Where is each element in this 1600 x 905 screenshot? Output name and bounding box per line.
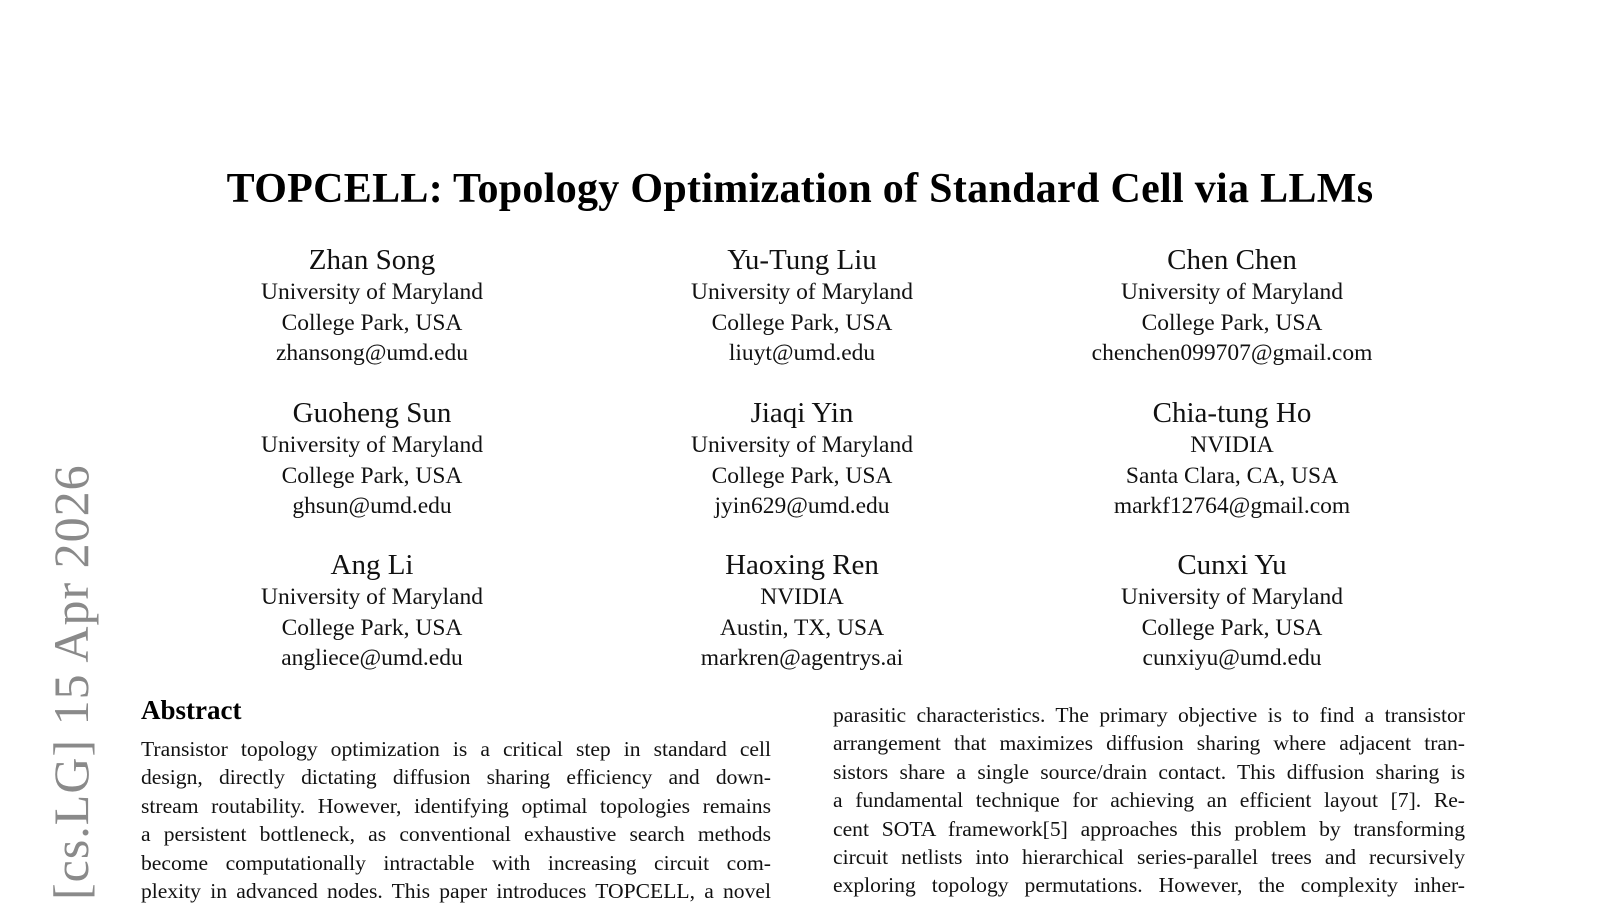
author-location: College Park, USA <box>711 309 893 336</box>
author-email: cunxiyu@umd.edu <box>1142 645 1322 671</box>
author-name: Haoxing Ren <box>725 549 879 581</box>
abstract-line: Transistor topology optimization is a critical step in standard cell <box>141 737 771 761</box>
abstract-line: stream routability. However, identifying optimal topologies remains <box>141 793 771 818</box>
author-block <box>1022 396 1442 522</box>
author-affiliation: University of Maryland <box>261 279 483 305</box>
author-email: zhansong@umd.edu <box>276 340 468 366</box>
author-location: College Park, USA <box>711 462 893 489</box>
author-affiliation: University of Maryland <box>261 584 483 610</box>
body-line: sistors share a single source/drain contact. This diffusion sharing is <box>833 759 1465 784</box>
author-location: College Park, USA <box>1141 614 1323 641</box>
author-name: Chia-tung Ho <box>1152 397 1312 429</box>
abstract-line: design, directly dictating diffusion sharing efficiency and down- <box>141 765 771 790</box>
paper-title: TOPCELL: Topology Optimization of Standard Cell via LLMs <box>226 166 1374 212</box>
author-block <box>1022 243 1442 369</box>
author-affiliation: University of Maryland <box>1121 584 1343 610</box>
author-location: College Park, USA <box>281 309 463 336</box>
author-name: Jiaqi Yin <box>750 397 854 429</box>
author-name: Ang Li <box>330 549 414 581</box>
author-affiliation: University of Maryland <box>1121 279 1343 305</box>
author-location: College Park, USA <box>281 462 463 489</box>
body-line: arrangement that maximizes diffusion sharing where adjacent tran- <box>833 731 1465 756</box>
author-location: Austin, TX, USA <box>719 614 885 641</box>
author-email: liuyt@umd.edu <box>728 340 876 366</box>
author-name: Yu-Tung Liu <box>727 244 877 276</box>
author-email: markren@agentrys.ai <box>700 645 904 671</box>
body-line: circuit netlists into hierarchical series-parallel trees and recursively <box>833 844 1465 869</box>
author-location: College Park, USA <box>281 614 463 641</box>
author-block <box>162 243 582 369</box>
author-affiliation: University of Maryland <box>691 279 913 305</box>
arxiv-stamp: [cs.LG] 15 Apr 2026 <box>43 464 99 900</box>
author-email: angliece@umd.edu <box>281 645 463 671</box>
author-name: Zhan Song <box>308 244 436 276</box>
abstract-line: plexity in advanced nodes. This paper introduces TOPCELL, a novel <box>141 878 771 903</box>
author-block <box>592 243 1012 369</box>
author-email: jyin629@umd.edu <box>714 493 890 519</box>
author-affiliation: NVIDIA <box>1190 432 1274 458</box>
abstract-text <box>141 735 771 905</box>
author-name: Guoheng Sun <box>292 397 452 429</box>
author-block <box>1022 548 1442 674</box>
author-email: chenchen099707@gmail.com <box>1091 340 1373 366</box>
author-email: ghsun@umd.edu <box>292 493 452 519</box>
author-affiliation: University of Maryland <box>691 432 913 458</box>
author-location: Santa Clara, CA, USA <box>1125 462 1339 489</box>
author-block <box>592 396 1012 522</box>
body-line: exploring topology permutations. However, the complexity inher- <box>833 873 1465 898</box>
body-line: cent SOTA framework[5] approaches this problem by transforming <box>833 816 1465 841</box>
author-email: markf12764@gmail.com <box>1113 493 1351 519</box>
right-column-text <box>833 701 1465 900</box>
author-block <box>162 548 582 674</box>
abstract-line: a persistent bottleneck, as conventional exhaustive search methods <box>141 822 771 847</box>
abstract-heading: Abstract <box>141 695 242 725</box>
abstract-line: become computationally intractable with increasing circuit com- <box>141 850 771 875</box>
body-line: parasitic characteristics. The primary objective is to find a transistor <box>833 703 1465 727</box>
author-block <box>162 396 582 522</box>
author-name: Cunxi Yu <box>1177 549 1287 581</box>
author-location: College Park, USA <box>1141 309 1323 336</box>
body-line: a fundamental technique for achieving an efficient layout [7]. Re- <box>833 788 1465 813</box>
author-name: Chen Chen <box>1167 244 1297 276</box>
author-block <box>592 548 1012 674</box>
author-affiliation: University of Maryland <box>261 432 483 458</box>
author-affiliation: NVIDIA <box>760 584 844 610</box>
